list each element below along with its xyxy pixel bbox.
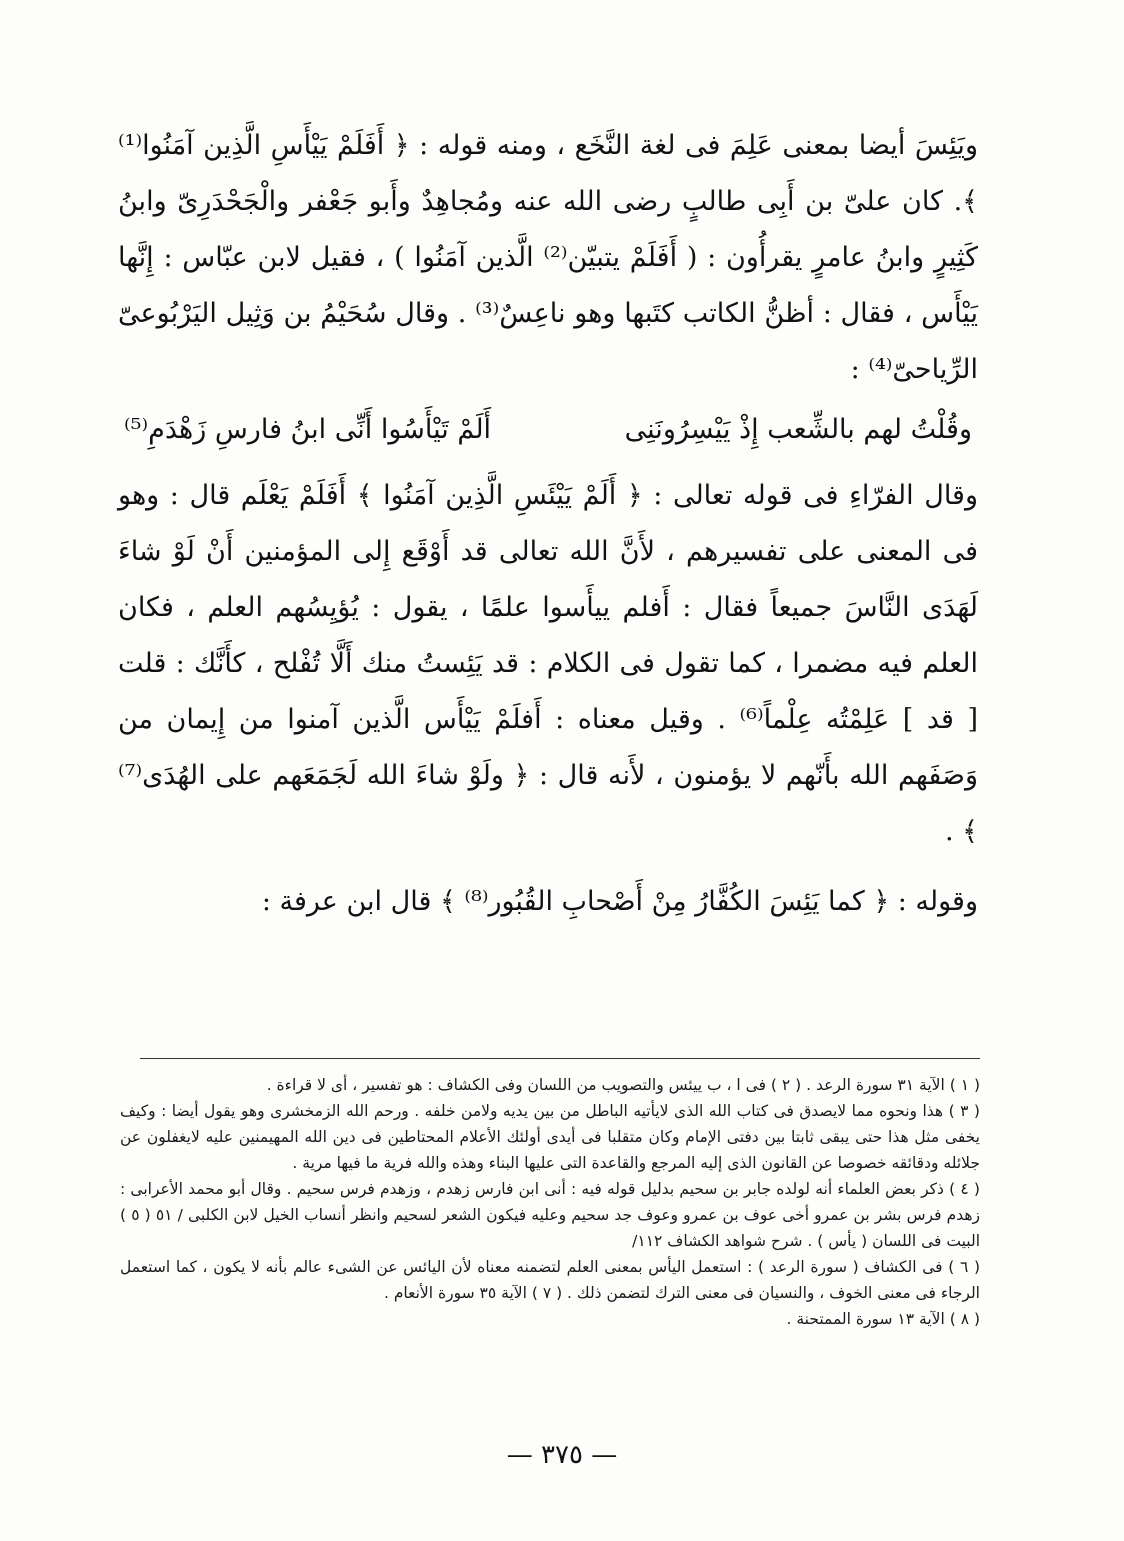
poetry-verse	[118, 402, 978, 458]
footnote-line: ( ٤ ) ذكر بعض العلماء أنه لولده جابر بن سحيم بدليل قوله فيه : أنى ابن فارس زهدم ، وزهدم فرس سحيم . وقال أبو محمد الأعرابى : زهدم فرس بشر بن عمرو أخى عوف بن عمرو وعوف جد سحيم وعليه فيكون الشعر لسحيم وانظر أنساب الخيل لابن الكلبى / ٥١ ( ٥ ) البيت فى اللسان ( يأس ) . شرح شواهد الكشاف ١١٢/	[120, 1180, 981, 1250]
paragraph-3: وقوله : ﴿ كما يَئِسَ الكُفَّارُ مِنْ أَصْحابِ القُبُور⁽⁸⁾ ﴾ قال ابن عرفة :	[261, 886, 978, 917]
footnote-line: ( ٦ ) فى الكشاف ( سورة الرعد ) : استعمل اليأس بمعنى العلم لتضمنه معناه لأن اليائس عن الشىء عالم بأنه لا يكون ، كما استعمل الرجاء فى معنى الخوف ، والنسيان فى معنى الترك لتضمن ذلك . ( ٧ ) الآية ٣٥ سورة الأنعام .	[120, 1258, 980, 1302]
page-number: — ٣٧٥ —	[506, 1440, 618, 1470]
footnote-separator	[140, 1058, 980, 1059]
main-text	[118, 118, 978, 930]
verse-first-hemistich: وقُلْتُ لهم بالشِّعب إِذْ يَيْسِرُونَنِى	[624, 414, 972, 445]
footnote-line: ( ٨ ) الآية ١٣ سورة الممتحنة .	[786, 1310, 980, 1328]
footnote-line: ( ٣ ) هذا ونحوه مما لايصدق فى كتاب الله الذى لايأتيه الباطل من بين يديه ولامن خلفه . ورحم الله الزمخشرى وهو يقول أيضا : وكيف يخفى مثل هذا حتى يبقى ثابتا بين دفتى الإمام وكان متقلبا فى أيدى أولئك الأعلام المحتاطين فى دين الله المهيمنين عليه لايغفلون عن جلائله ودقائقه خصوصا عن القانون الذى إليه المرجع والقاعدة التى عليها البناء وهذه والله فرية ما فيها مرية .	[120, 1102, 980, 1172]
paragraph-1: ويَئِسَ أيضا بمعنى عَلِمَ فى لغة النَّخَع ، ومنه قوله : ﴿ أَفَلَمْ يَيْأَسِ الَّذِين آمَنُوا⁽¹⁾ ﴾. كان علىّ بن أَبِى طالبٍ رضى الله عنه ومُجاهِدٌ وأَبو جَعْفر والْجَحْدَرِىّ وابنُ كَثِيرٍ وابنُ عامرٍ يقرأُون : ( أَفَلَمْ يتبيّن⁽²⁾ الَّذين آمَنُوا ) ، فقيل لابن عبّاس : إِنَّها يَيْأَس ، فقال : أظنُّ الكاتب كتَبها وهو ناعِسٌ⁽³⁾ . وقال سُحَيْمُ بن وَثِيل اليَرْبُوعىّ الرِّياحىّ⁽⁴⁾ :	[118, 130, 978, 385]
paragraph-2: وقال الفرّاءِ فى قوله تعالى : ﴿ أَلَمْ يَيْئَسِ الَّذِين آمَنُوا ﴾ أَفَلَمْ يَعْلَم قال : وهو فى المعنى على تفسيرهم ، لأَنَّ الله تعالى قد أَوْقَع إِلى المؤمنين أَنْ لَوْ شاءَ لَهَدَى النَّاسَ جميعاً فقال : أَفلم ييأَسوا علمًا ، يقول : يُؤيِسُهم العلم ، فكان العلم فيه مضمرا ، كما تقول فى الكلام : قد يَئِستُ منك أَلَّا تُفْلح ، كأَنَّك : قلت [ قد ] عَلِمْتُه عِلْماً⁽⁶⁾ . وقيل معناه : أَفلَمْ يَيْأَس الَّذين آمنوا من إِيمان من وَصَفَهم الله بأَنّهم لا يؤمنون ، لأَنه قال : ﴿ ولَوْ شاءَ الله لَجَمَعَهم على الهُدَى⁽⁷⁾ ﴾ .	[118, 480, 979, 847]
footnote-line: ( ١ ) الآية ٣١ سورة الرعد . ( ٢ ) فى ا ، ب ييئس والتصويب من اللسان وفى الكشاف : هو تفسير ، أى لا قراءة .	[266, 1076, 980, 1094]
footnotes	[120, 1072, 980, 1332]
verse-second-hemistich: أَلَمْ تَيْأَسُوا أَنِّى ابنُ فارسِ زَهْدَمِ⁽⁵⁾	[124, 414, 492, 445]
